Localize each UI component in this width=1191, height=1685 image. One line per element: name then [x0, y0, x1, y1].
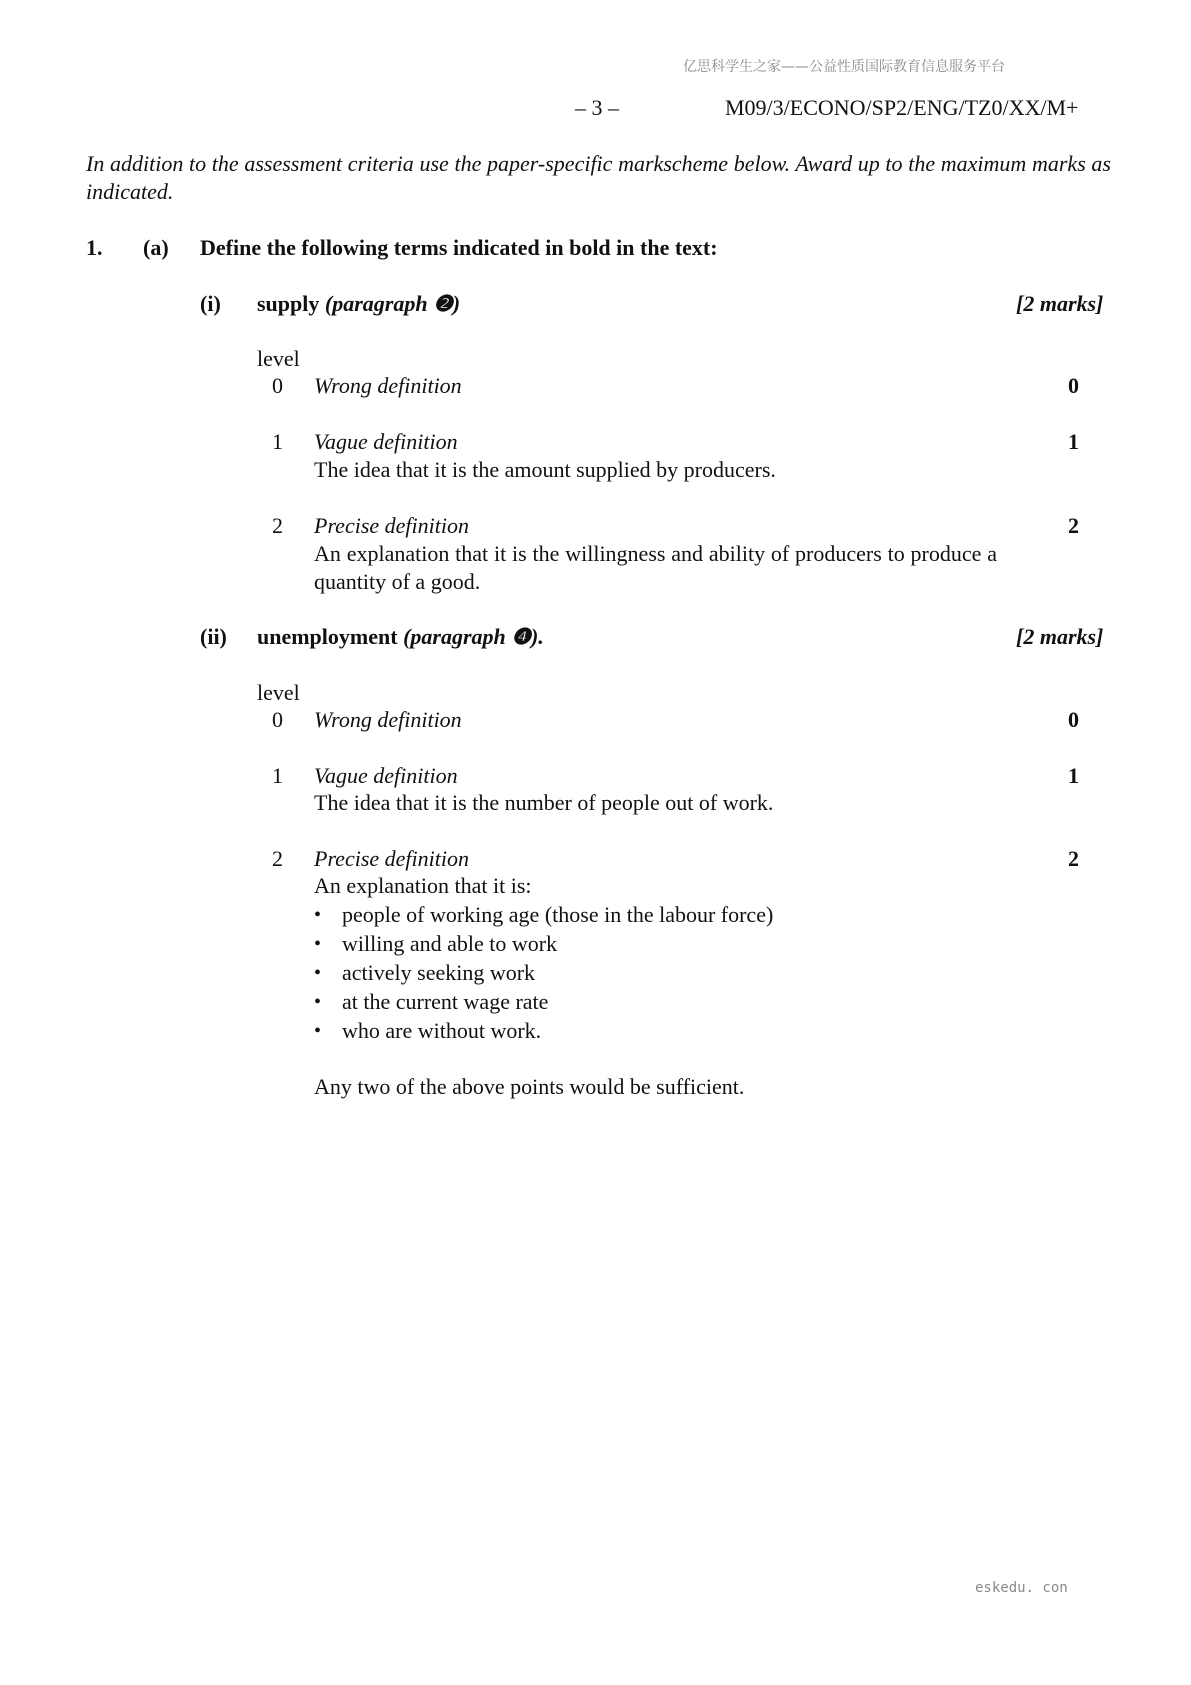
level-mark: 2 [1068, 513, 1079, 538]
level-number: 0 [272, 707, 283, 732]
level-description: Wrong definition [314, 707, 462, 732]
document-code: M09/3/ECONO/SP2/ENG/TZ0/XX/M+ [725, 95, 1079, 120]
item-label: (ii) [200, 624, 227, 649]
level-mark: 2 [1068, 846, 1079, 871]
level-mark: 1 [1068, 429, 1079, 454]
level-mark: 0 [1068, 373, 1079, 398]
level-number: 1 [272, 763, 283, 788]
level-description: Wrong definition [314, 373, 462, 398]
level-explanation: An explanation that it is the willingness and ability of producers to produce a quantity of a good. [314, 541, 997, 594]
level-number: 1 [272, 429, 283, 454]
item-term: unemployment [257, 624, 398, 649]
question-number: 1. [86, 235, 103, 260]
list-item: • willing and able to work [342, 931, 557, 957]
item-term: supply [257, 291, 320, 316]
item-heading [257, 291, 460, 317]
intro-instructions: In addition to the assessment criteria use the paper-specific markscheme below. Award up to the maximum marks as indicated. [86, 151, 1111, 204]
question-prompt: Define the following terms indicated in bold in the text: [200, 235, 718, 260]
level-number: 2 [272, 846, 283, 871]
list-item: • who are without work. [342, 1018, 541, 1044]
level-mark: 1 [1068, 763, 1079, 788]
level-explanation: The idea that it is the number of people out of work. [314, 790, 774, 815]
level-heading: level [257, 680, 300, 705]
level-mark: 0 [1068, 707, 1079, 732]
item-paragraph-ref: (paragraph ❹). [403, 624, 544, 649]
list-item: • people of working age (those in the labour force) [342, 902, 773, 928]
level-description: Precise definition [314, 846, 469, 871]
marking-note: Any two of the above points would be sufficient. [314, 1074, 745, 1099]
level-number: 2 [272, 513, 283, 538]
item-paragraph-ref: (paragraph ❷) [324, 291, 461, 316]
watermark-header: 亿思科学生之家——公益性质国际教育信息服务平台 [683, 59, 1005, 75]
list-item: • actively seeking work [342, 960, 535, 986]
level-description: Vague definition [314, 763, 458, 788]
item-label: (i) [200, 291, 221, 316]
item-heading [257, 624, 544, 650]
level-description: Vague definition [314, 429, 458, 454]
list-item: • at the current wage rate [342, 989, 548, 1015]
item-marks: [2 marks] [1016, 291, 1104, 316]
page-number: – 3 – [575, 95, 619, 120]
level-explanation: The idea that it is the amount supplied by producers. [314, 457, 776, 482]
question-part: (a) [143, 235, 169, 260]
level-number: 0 [272, 373, 283, 398]
level-heading: level [257, 346, 300, 371]
level-explanation: An explanation that it is: [314, 873, 532, 898]
item-marks: [2 marks] [1016, 624, 1104, 649]
level-description: Precise definition [314, 513, 469, 538]
watermark-footer: eskedu. con [975, 1580, 1068, 1596]
